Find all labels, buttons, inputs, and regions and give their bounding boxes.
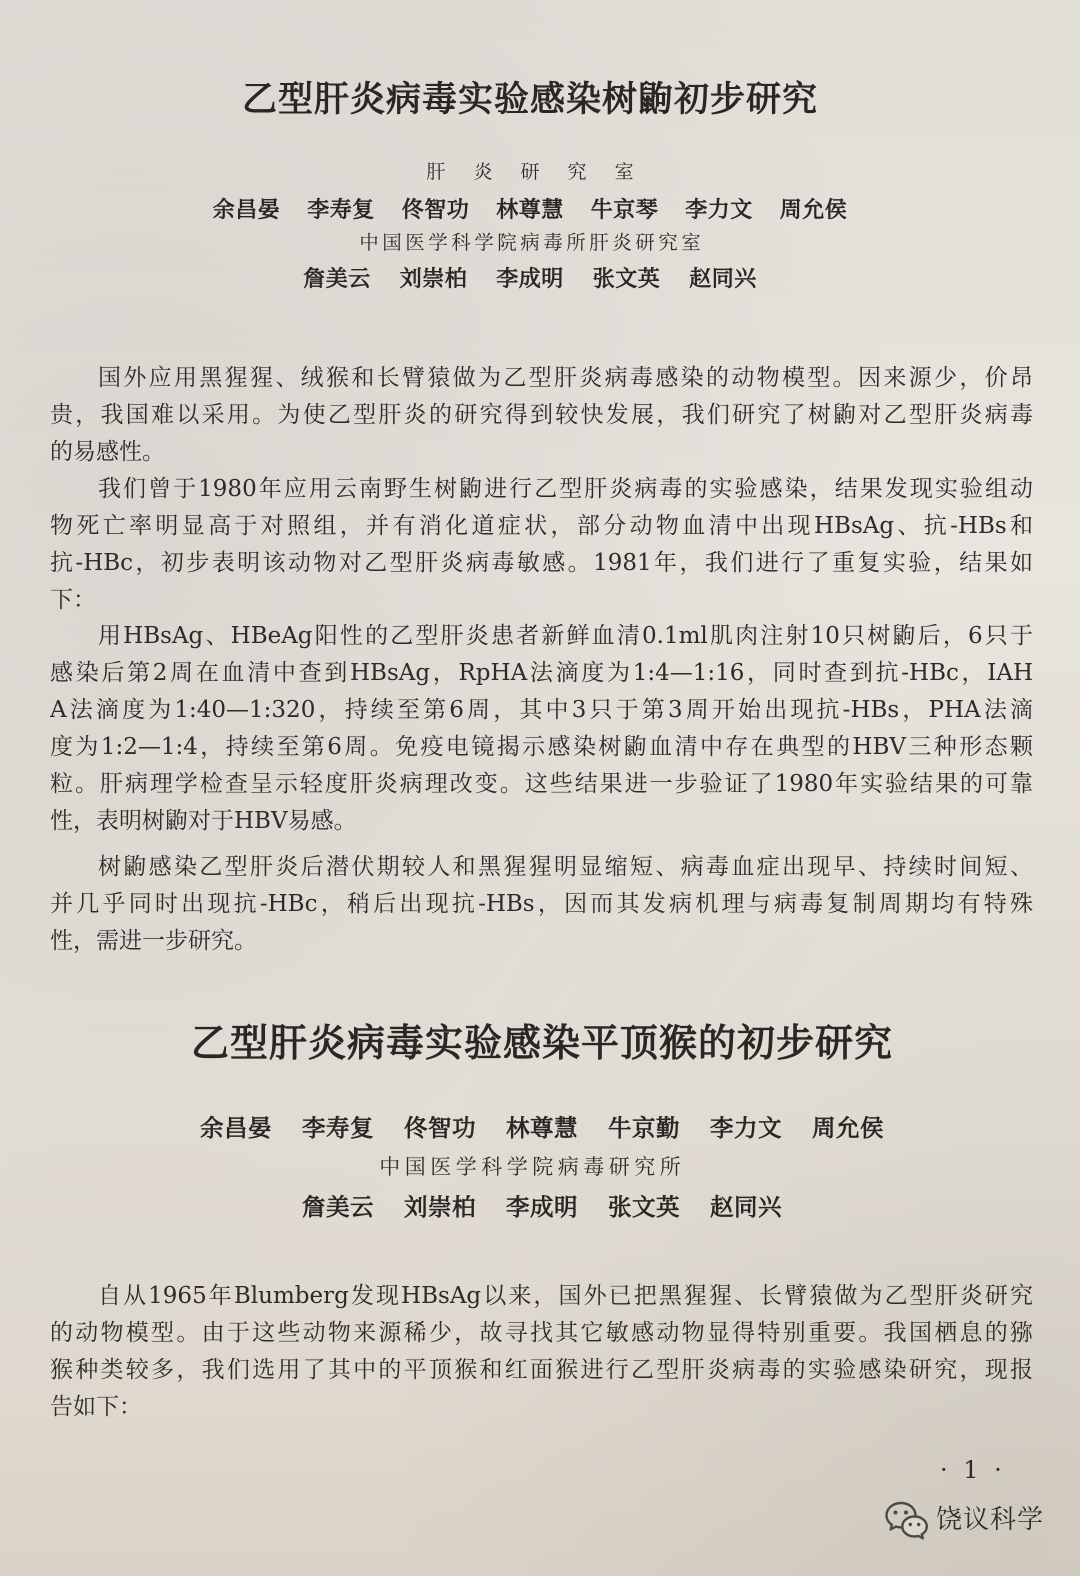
author-list	[0, 265, 1060, 293]
author-name: 李成明	[496, 266, 564, 292]
author-name: 刘崇柏	[404, 1193, 476, 1221]
author-name: 周允侯	[812, 1114, 884, 1142]
author-name: 刘崇柏	[399, 266, 468, 292]
paragraph-line: 告如下：	[50, 1394, 142, 1420]
paragraph-line: 猴种类较多，我们选用了其中的平顶猴和红面猴进行乙型肝炎病毒的实验感染研究，现报	[50, 1357, 1033, 1383]
author-name: 李力文	[710, 1114, 782, 1142]
paragraph-line: 贵，我国难以采用。为使乙型肝炎的研究得到较快发展，我们研究了树鼩对乙型肝炎病毒	[50, 402, 1033, 428]
paragraph	[50, 360, 1033, 471]
paragraph-line: 粒。肝病理学检查呈示轻度肝炎病理改变。这些结果进一步验证了1980年实验结果的可靠	[50, 771, 1033, 797]
paragraph	[50, 618, 1033, 840]
author-name: 林尊慧	[496, 197, 564, 223]
author-name: 佟智功	[404, 1114, 476, 1142]
wechat-icon	[884, 1500, 930, 1540]
author-name: 余昌晏	[200, 1114, 272, 1142]
author-name: 周允侯	[779, 197, 848, 223]
author-name: 张文英	[592, 266, 661, 292]
department-label: 肝 炎 研 究 室	[426, 161, 645, 183]
author-name: 詹美云	[303, 266, 371, 292]
author-name: 李寿复	[302, 1114, 374, 1142]
author-name: 余昌晏	[212, 197, 281, 223]
author-name: 林尊慧	[506, 1114, 578, 1142]
paragraph	[50, 849, 1033, 960]
watermark	[884, 1500, 1044, 1540]
author-name: 詹美云	[302, 1193, 374, 1221]
paragraph-line: 物死亡率明显高于对照组，并有消化道症状，部分动物血清中出现HBsAg、抗-HBs和	[50, 513, 1033, 539]
author-name: 李力文	[685, 197, 753, 223]
paragraph-line: 我们曾于1980年应用云南野生树鼩进行乙型肝炎病毒的实验感染，结果发现实验组动	[98, 476, 1033, 502]
author-name: 赵同兴	[689, 266, 757, 292]
author-list	[0, 196, 1060, 224]
paragraph-line: 下：	[50, 587, 96, 613]
paragraph	[50, 471, 1033, 619]
author-name: 牛京琴	[590, 197, 659, 223]
author-name: 李寿复	[307, 197, 375, 223]
paragraph-line: 抗-HBc，初步表明该动物对乙型肝炎病毒敏感。1981年，我们进行了重复实验，结果如	[50, 550, 1033, 576]
paragraph-line: 自从1965年Blumberg发现HBsAg以来，国外已把黑猩猩、长臂猿做为乙型肝炎研究	[98, 1283, 1033, 1309]
author-name: 牛京勤	[608, 1114, 680, 1142]
article-title: 乙型肝炎病毒实验感染平顶猴的初步研究	[190, 1020, 893, 1065]
author-name: 张文英	[608, 1193, 680, 1221]
paragraph-line: 性，需进一步研究。	[50, 928, 257, 954]
paragraph-line: 的易感性。	[50, 439, 165, 465]
author-name: 佟智功	[401, 197, 470, 223]
page-number: · 1 ·	[940, 1456, 1006, 1484]
paragraph-line: 性，表明树鼩对于HBV易感。	[50, 808, 357, 834]
author-name: 李成明	[506, 1193, 578, 1221]
paragraph-line: 用HBsAg、HBeAg阳性的乙型肝炎患者新鲜血清0.1ml肌肉注射10只树鼩后，6只于	[98, 623, 1033, 649]
paragraph-line: 的动物模型。由于这些动物来源稀少，故寻找其它敏感动物显得特别重要。我国栖息的猕	[50, 1320, 1033, 1346]
paragraph-line: 树鼩感染乙型肝炎后潜伏期较人和黑猩猩明显缩短、病毒血症出现早、持续时间短、	[98, 854, 1033, 880]
paragraph	[50, 1278, 1033, 1426]
paragraph-line: 度为1:2—1:4，持续至第6周。免疫电镜揭示感染树鼩血清中存在典型的HBV三种形态颗	[50, 734, 1033, 760]
paragraph-line: 国外应用黑猩猩、绒猴和长臂猿做为乙型肝炎病毒感染的动物模型。因来源少，价昂	[98, 365, 1033, 391]
author-name: 赵同兴	[710, 1193, 782, 1221]
paragraph-line: 感染后第2周在血清中查到HBsAg，RpHA法滴度为1:4—1:16，同时查到抗-HBc，IAH	[50, 660, 1033, 686]
affiliation: 中国医学科学院病毒研究所	[379, 1155, 686, 1179]
watermark-text: 饶议科学	[936, 1505, 1045, 1535]
paragraph-line: 并几乎同时出现抗-HBc，稍后出现抗-HBs，因而其发病机理与病毒复制周期均有特殊	[50, 891, 1033, 917]
article-title: 乙型肝炎病毒实验感染树鼩初步研究	[241, 79, 818, 120]
author-list	[12, 1113, 1072, 1143]
author-list	[12, 1192, 1072, 1222]
paragraph-line: A法滴度为1:40—1:320，持续至第6周，其中3只于第3周开始出现抗-HBs，PHA法滴	[50, 697, 1033, 723]
affiliation: 中国医学科学院病毒所肝炎研究室	[359, 231, 705, 254]
